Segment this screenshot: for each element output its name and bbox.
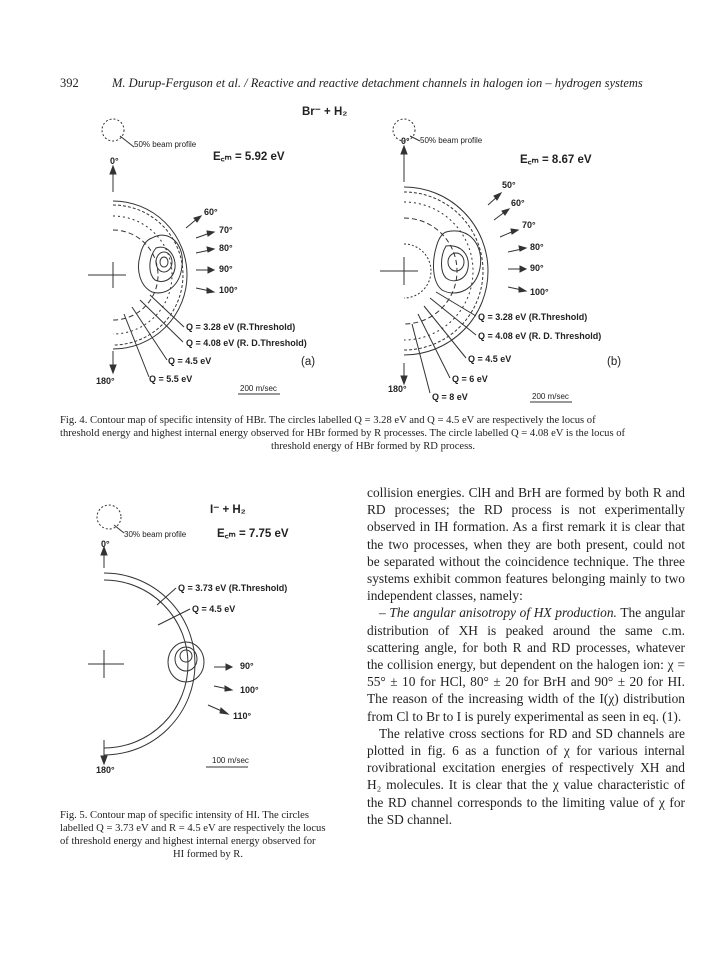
fig4b-angle-bottom: 180° [388,384,407,394]
fig4a-angle-70: 70° [219,225,233,235]
fig4b-angle-top: 0° [401,136,410,146]
fig5-caption-line3: of threshold energy and highest internal energy observed for [60,836,316,847]
fig4b-label-q8: Q = 8 eV [432,392,468,402]
fig5-angle-90: 90° [240,661,254,671]
fig5-arrow-down [101,756,107,764]
fig4a-contour-inner [156,252,172,272]
fig4-caption-line1: Fig. 4. Contour map of specific intensity of HBr. The circles labelled Q = 3.28 eV and Q = 4.5 eV are respectively the locus of [60,415,596,426]
fig4b-ecm: E꜀ₘ = 8.67 eV [520,154,592,166]
fig4a-angle-60: 60° [204,207,218,217]
fig4a-beam-leader [120,136,134,147]
fig4b-leader-q6 [418,314,450,378]
body-paragraph-1: collision energies. ClH and BrH are formed by both R and RD processes; the RD process is not experimentally observed in IH formation. As a first remark it is clear that the two processes, when they are both present, could not be separated without the coincidence technique. The three systems exhibit common features belonging mainly to two independent classes, namely: [367,485,685,604]
fig4b-label-q328: Q = 3.28 eV (R.Threshold) [478,312,588,322]
fig4b-beam-profile: 50% beam profile [420,136,483,145]
fig4b-label-q6: Q = 6 eV [452,374,488,384]
fig4b-contour-outer [434,231,481,293]
fig4b-angle-70: 70° [522,220,536,230]
fig4b-scale-label: 200 m/sec [532,392,569,401]
fig5-contour-mid [175,647,197,671]
fig4a-angle-100: 100° [219,285,238,295]
fig4b-angle-80: 80° [530,242,544,252]
fig5-beam-circle [97,505,121,529]
fig4b-label-q408: Q = 4.08 eV (R. D. Threshold) [478,331,602,341]
fig5-angle-bottom: 180° [96,765,115,775]
fig4b-label-q45: Q = 4.5 eV [468,354,512,364]
fig4a-angle-bottom: 180° [96,376,115,386]
fig5-angle-top: 0° [101,539,110,549]
fig4a-leader-q328 [150,295,184,327]
fig5-ecm: E꜀ₘ = 7.75 eV [217,528,289,540]
fig5-scale-label: 100 m/sec [212,756,249,765]
fig4a-contour-core [160,257,168,267]
fig4b-leader-q328 [436,292,476,316]
fig4b-angle-100: 100° [530,287,549,297]
fig4-caption-line2: threshold energy and highest internal energy observed for HBr formed by R processes. The circle labelled Q = 4.08 eV is the locus of [60,428,626,439]
fig5-caption-line2: labelled Q = 3.73 eV and R = 4.5 eV are respectively the locus [60,823,326,834]
fig4a-label-q55: Q = 5.5 eV [149,374,193,384]
fig5-label-q373: Q = 3.73 eV (R.Threshold) [178,583,288,593]
body-text-column [367,484,685,828]
fig5-leader-q373 [157,588,176,605]
fig4a-label-q408: Q = 4.08 eV (R. D.Threshold) [186,338,307,348]
fig5-reaction: I⁻ + H₂ [210,504,246,516]
fig5-angle-110: 110° [233,711,252,721]
fig4a-scale-label: 200 m/sec [240,384,277,393]
fig5-beam-profile: 30% beam profile [124,530,187,539]
fig5-beam-leader [114,525,124,533]
fig4a-angle-80: 80° [219,243,233,253]
fig4b-angle-50: 50° [502,180,516,190]
running-title: M. Durup-Ferguson et al. / Reactive and reactive detachment channels in halogen ion – hydrogen systems [112,76,643,90]
fig4b-arrow-up [401,146,407,154]
fig4a-ecm: E꜀ₘ = 5.92 eV [213,151,285,163]
fig5-caption-line1: Fig. 5. Contour map of specific intensity of HI. The circles [60,810,309,821]
fig4b-angle-90: 90° [530,263,544,273]
fig4a-label-q45: Q = 4.5 eV [168,356,212,366]
fig5-contour-inner [180,650,192,662]
fig5-plot [88,505,248,767]
fig4a-leader-q45 [132,307,167,360]
fig4b-panel-label: (b) [607,356,622,368]
page-number: 392 [60,76,79,90]
fig4a-beam-profile: 50% beam profile [134,140,197,149]
body-paragraph-2 [367,604,685,724]
fig4-reaction: Br⁻ + H₂ [302,106,348,118]
fig4-caption-line3: threshold energy of HBr formed by RD process. [271,441,475,452]
fig4a-label-q328: Q = 3.28 eV (R.Threshold) [186,322,296,332]
body-paragraph-2-title: – The angular anisotropy of HX production. [379,605,617,621]
fig4a-panel-label: (a) [301,356,316,368]
fig4a-angle-90: 90° [219,264,233,274]
fig4b-leader-q45 [424,306,466,358]
fig4a-angle-top: 0° [110,156,119,166]
fig4a-arrow-down [110,365,116,373]
fig5-label-q45: Q = 4.5 eV [192,604,236,614]
fig4b-arrow-down [401,376,407,384]
fig4a-leader-q55 [124,314,149,377]
fig5-caption-line4: HI formed by R. [172,849,244,860]
fig4b-angle-60: 60° [511,198,525,208]
body-paragraph-2-text: The angular distribution of XH is peaked around the same c.m. scattering angle, for both R and RD processes, whatever the collision energy, but dependent on the halogen ion: χ = 55° ± 10 for HCl, 80° ± 20 for BrH and 90° ± 20 for HI. The reason of the increasing width of the I(χ) distribution from Cl to Br to I is purely experimental as seen in eq. (1). [367,605,685,724]
fig4b-leader-q8 [412,324,430,393]
fig4a-beam-circle [102,119,124,141]
fig4a-arrow-up [110,166,116,174]
fig5-angle-100: 100° [240,685,259,695]
body-paragraph-3: The relative cross sections for RD and SD channels are plotted in fig. 6 as a function of χ for various internal rovibrational excitation energies of respectively XH and H₂ molecules. It is clear that the χ value characteristic of the RD channel corresponds to the limiting value of χ for the SD channel. [367,725,685,827]
